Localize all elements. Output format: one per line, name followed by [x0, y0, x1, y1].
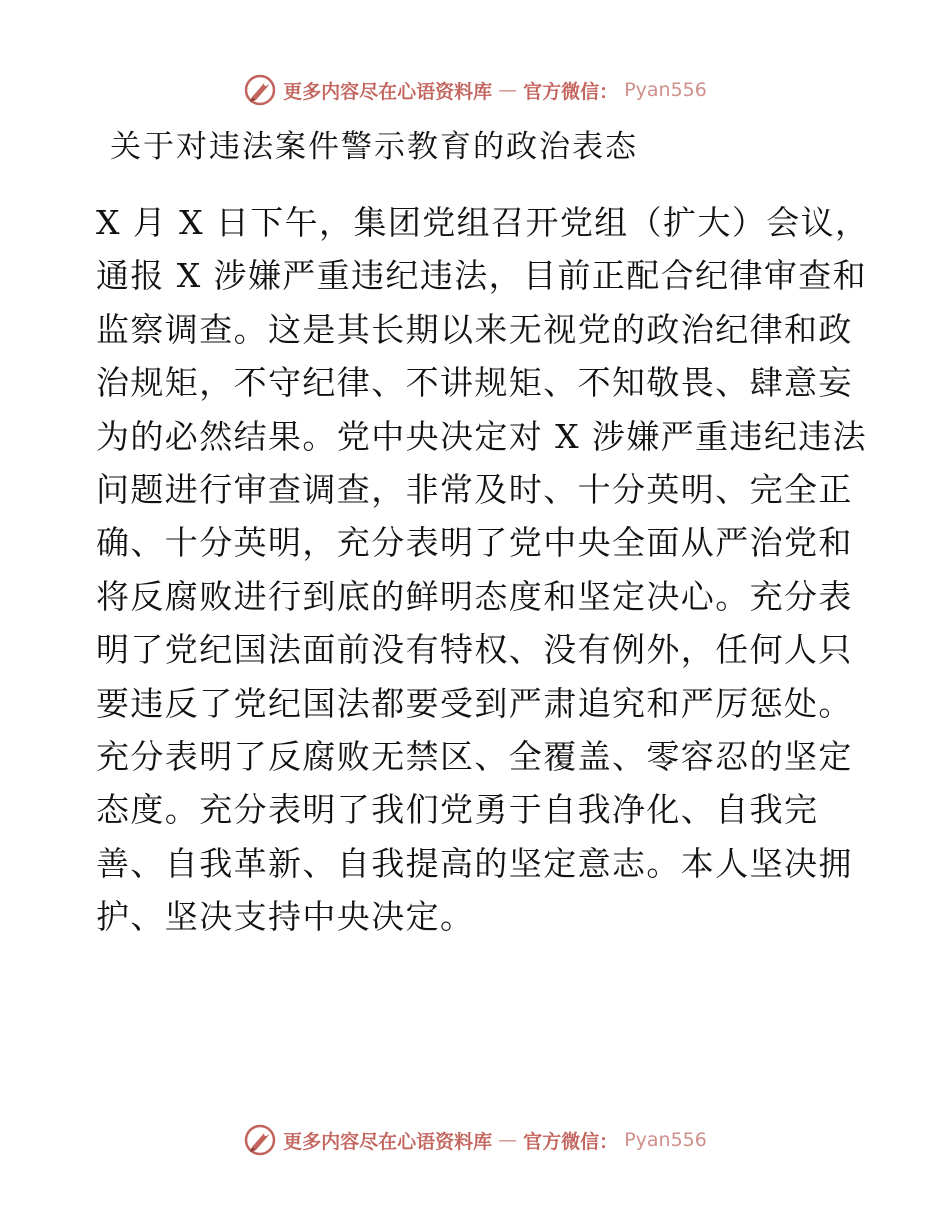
footer-banner — [0, 1122, 950, 1158]
pen-nib-logo-icon — [243, 1123, 277, 1157]
body-line: 监察调查。这是其长期以来无视党的政治纪律和政 — [96, 309, 853, 349]
header-banner — [0, 72, 950, 108]
document-body — [96, 196, 870, 943]
body-line: 护、坚决支持中央决定。 — [96, 897, 475, 937]
banner-main-text: 更多内容尽在心语资料库 — [283, 80, 493, 103]
pen-nib-logo-icon — [243, 73, 277, 107]
body-line: 确、十分英明，充分表明了党中央全面从严治党和 — [96, 523, 853, 563]
body-line: 要违反了党纪国法都要受到严肃追究和严厉惩处。 — [96, 683, 853, 723]
banner-handle: Pyan556 — [624, 1129, 707, 1151]
body-line: 态度。充分表明了我们党勇于自我净化、自我完 — [96, 790, 819, 830]
body-line: 充分表明了反腐败无禁区、全覆盖、零容忍的坚定 — [96, 736, 853, 776]
banner-handle: Pyan556 — [624, 79, 707, 101]
banner-separator: — — [498, 79, 518, 101]
body-line: 通报 X 涉嫌严重违纪违法，目前正配合纪律审查和 — [96, 256, 868, 296]
document-title: 关于对违法案件警示教育的政治表态 — [110, 129, 638, 165]
banner-main-text: 更多内容尽在心语资料库 — [283, 1130, 493, 1153]
body-line: X 月 X 日下午，集团党组召开党组（扩大）会议， — [96, 203, 870, 242]
body-line: 将反腐败进行到底的鲜明态度和坚定决心。充分表 — [96, 576, 853, 616]
banner-official-label: 官方微信： — [523, 80, 619, 103]
banner-separator: — — [498, 1129, 518, 1151]
body-line: 治规矩，不守纪律、不讲规矩、不知敬畏、肆意妄 — [96, 363, 853, 403]
banner-official-label: 官方微信： — [523, 1130, 619, 1153]
body-line: 明了党纪国法面前没有特权、没有例外，任何人只 — [96, 630, 853, 670]
body-line: 为的必然结果。党中央决定对 X 涉嫌严重违纪违法 — [96, 416, 868, 456]
body-line: 善、自我革新、自我提高的坚定意志。本人坚决拥 — [96, 843, 853, 883]
body-line: 问题进行审查调查，非常及时、十分英明、完全正 — [96, 469, 853, 509]
